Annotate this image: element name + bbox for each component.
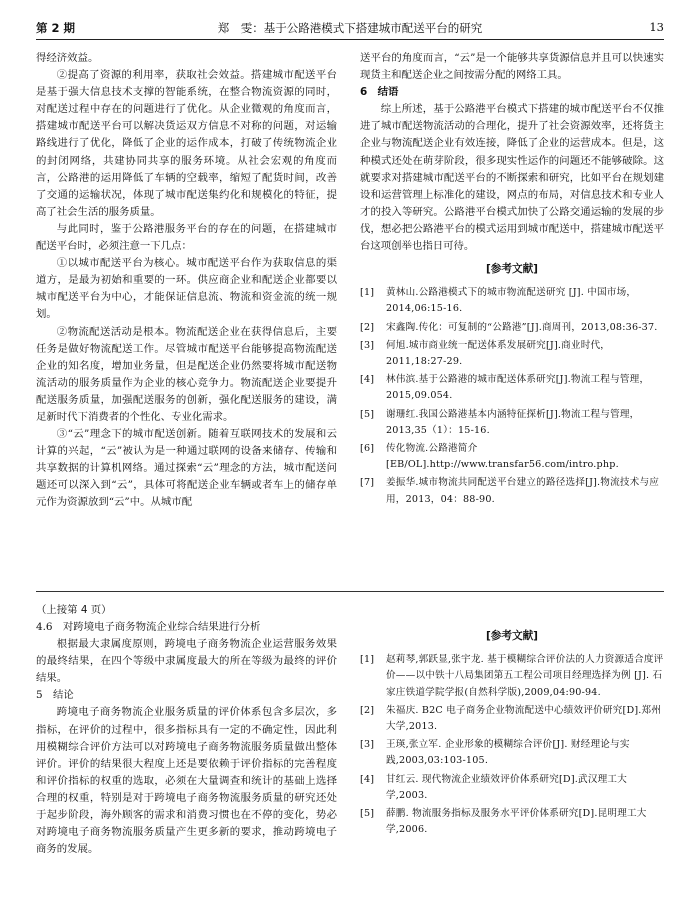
running-header [36,18,664,38]
reference-number: [6] [360,443,375,455]
paragraph: 跨境电子商务物流企业服务质量的评价体系包含多层次，多指标，在评价的过程中，很多指标具有一定的不确定性，因此利用模糊综合评价方法可以对跨境电子商务物流服务质量做出整体评价。评价的结果很大程度上还是要依赖于评价指标的完善程度和评价指标的权重的选取，必须在大量调查和统计的基础上选择合理的权重，特别是对于跨境电子商务物流服务质量的研究还处于起步阶段，海外顾客的需求和消费习惯也在不停的变化，势必对跨境电子商务物流服务质量产生更多新的要求，推动跨境电子商务的发展。 [36,706,337,856]
reference-item [360,338,664,370]
paragraph: 送平台的角度而言，“云”是一个能够共享货源信息并且可以快速实现货主和配送企业之间按需分配的网络工具。 [360,52,664,82]
running-title: 郑 雯：基于公路港模式下搭建城市配送平台的研究 [217,21,483,35]
section-heading-conclusion: 6 结语 [360,86,399,99]
paragraph: 根据最大隶属度原则，跨境电子商务物流企业运营服务效果的最终结果，在四个等级中隶属度最大的所在等级为最终的评价结果。 [36,638,337,685]
reference-item [360,441,664,473]
reference-text: 传化物流.公路港简介[EB/OL].http://www.transfar56.com/intro.php. [386,443,619,471]
reference-item [360,772,664,804]
right-column-upper [360,50,664,510]
reference-item [360,475,664,507]
reference-number: [5] [360,408,375,420]
reference-number: [4] [360,773,375,785]
section-heading-conclusion: 5 结论 [36,689,74,702]
continued-from-label: （上接第 4 页） [36,604,112,616]
reference-item [360,806,664,838]
paragraph: ②提高了资源的利用率，获取社会效益。搭建城市配送平台是基于强大信息技术支撑的智能系统，在整合物流资源的同时，对配送过程中存在的问题进行了优化。从企业微观的角度而言，搭建城市配送平台可以解决货运双方信息不对称的问题，对运输路线进行了优化，降低了企业的运作成本，打破了传统物流企业的封闭网络，共建协同共享的服务环境。从社会宏观的角度而言，公路港的运用降低了车辆的空载率，缩短了配货时间，改善了交通的运输状况，体现了城市配送集约化和规模化的特征，提高了社会生活的服务质量。 [36,69,337,218]
reference-number: [2] [360,321,375,333]
header-rule [36,39,664,40]
reference-number: [3] [360,739,375,751]
reference-item [360,285,664,317]
paragraph: 综上所述，基于公路港平台模式下搭建的城市配送平台不仅推进了城市配送物流活动的合理化，提升了社会资源效率，还将货主企业与物流配送企业有效连接，降低了企业的运营成本。但是，这种模式还处在萌芽阶段，很多现实性运作的问题还不能够破除。这就要求对搭建城市配送平台的不断探索和研究，比如平台在规划建设和运营管理上标准化的建设，网点的布局，对信息技术和专业人才的投入等研究。公路港平台模式加快了公路交通运输的发展的步伐，想必把公路港平台的模式运用到城市配送中，搭建城市配送平台这项创举也指日可待。 [360,103,664,253]
paragraph: 与此同时，鉴于公路港服务平台的存在的问题，在搭建城市配送平台时，必须注意一下几点： [36,222,337,253]
reference-text: 何旭.城市商业统一配送体系发展研究[J].商业时代，2011,18:27-29. [386,339,611,368]
reference-item [360,372,664,404]
reference-item [360,703,664,735]
references-heading: [参考文献] [485,263,539,276]
reference-number: [1] [360,654,375,666]
reference-number: [1] [360,287,375,299]
reference-text: 宋鑫陶.传化：可复制的“公路港”[J].商周刊，2013,08:36-37. [386,321,658,333]
reference-text: 王瑛,张立军. 企业形象的模糊综合评价[J]. 财经理论与实践,2003,03:103-105. [386,739,630,767]
reference-item [360,320,664,336]
section-heading-4-6: 4.6 对跨境电子商务物流企业综合结果进行分析 [36,621,261,633]
page-number: 13 [649,20,664,34]
reference-text: 赵莉琴,郭跃显,张宇龙. 基于模糊综合评价法的人力资源适合度评价——以中铁十八局集团第五工程公司项目经理选择为例 [J]. 石家庄铁道学院学报(自然科学版),2009,04:90-94. [386,654,664,698]
right-column-lower [360,622,664,840]
reference-text: 黄林山.公路港模式下的城市物流配送研究 [J]. 中国市场，2014,06:15-16. [386,287,637,315]
reference-list [360,652,664,838]
issue-number: 第 2 期 [36,21,76,35]
reference-text: 甘红云. 现代物流企业绩效评价体系研究[D].武汉理工大学,2003. [386,773,627,801]
left-column-lower [36,619,337,858]
paragraph: ③“云”理念下的城市配送创新。随着互联网技术的发展和云计算的兴起，“云”被认为是一种通过联网的设备来储存、传输和共享数据的计算机网络。通过探索“云”理念的方法，城市配送问题还可以深入到“云”，具体可将配送企业车辆或者车上的储存单元作为资源放到“云”中。从城市配 [36,428,337,509]
left-column-upper [36,50,337,512]
reference-number: [5] [360,807,375,819]
reference-text: 林伟滨.基于公路港的城市配送体系研究[J].物流工程与管理，2015,09.054. [386,374,650,402]
reference-item [360,737,664,769]
reference-item [360,652,664,701]
reference-number: [2] [360,704,375,716]
paragraph: ②物流配送活动是根本。物流配送企业在获得信息后，主要任务是做好物流配送工作。尽管城市配送平台能够提高物流配送企业的知名度，增加业务量，但是配送企业仍然要将城市配送物流活动的服务质量作为企业的核心竞争力。物流配送企业要提升配送服务质量，加强配送服务的创新，强化配送服务的建设，满足新时代下消费者的个性化、专业化需求。 [36,325,337,423]
reference-text: 姜振华.城市物流共同配送平台建立的路径选择[J].物流技术与应用，2013，04：88-90. [386,477,660,505]
reference-text: 薛鹏. 物流服务指标及服务水平评价体系研究[D].昆明理工大学,2006. [386,807,647,836]
reference-text: 朱福庆. B2C 电子商务企业物流配送中心绩效评价研究[D].郑州大学,2013. [386,704,662,732]
reference-number: [7] [360,477,375,489]
paragraph: 得经济效益。 [36,52,99,64]
reference-list [360,285,664,508]
references-heading: [参考文献] [485,630,539,642]
reference-number: [4] [360,374,375,386]
reference-number: [3] [360,339,375,351]
reference-text: 谢珊红.我国公路港基本内涵特征探析[J].物流工程与管理，2013,35（1）：15-16. [386,408,640,436]
paragraph: ①以城市配送平台为核心。城市配送平台作为获取信息的渠道方，是最为初始和重要的一环。供应商企业和配送企业都要以城市配送平台为中心，才能保证信息流、物流和资金流的统一规划。 [36,257,337,321]
reference-item [360,407,664,439]
article-divider [36,591,664,592]
